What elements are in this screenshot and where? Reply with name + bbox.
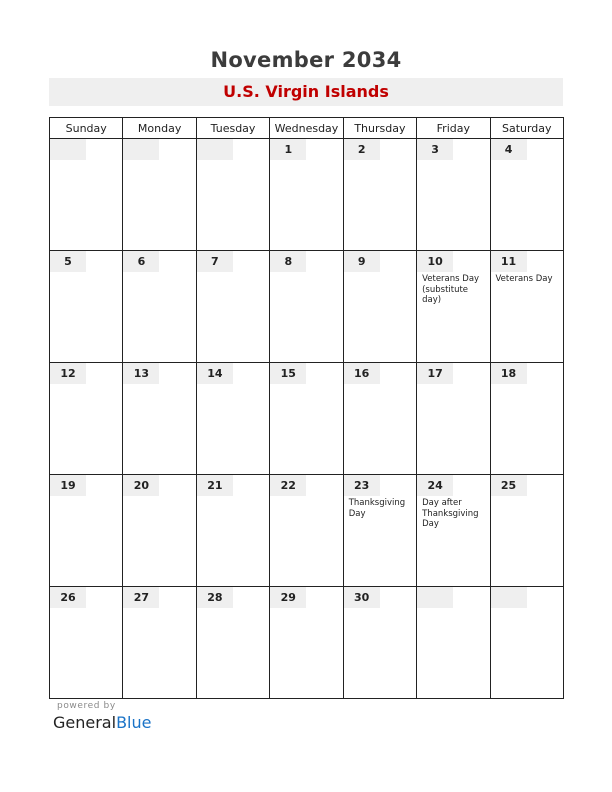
weekday-header: Sunday	[50, 118, 123, 139]
day-cell	[50, 251, 123, 363]
day-number: 29	[270, 587, 306, 608]
day-cell	[417, 139, 490, 251]
day-number: 14	[197, 363, 233, 384]
day-cell	[490, 139, 563, 251]
week-row	[50, 587, 564, 699]
day-number: 15	[270, 363, 306, 384]
day-cell	[343, 587, 416, 699]
day-cell	[196, 475, 269, 587]
logo-blue-text: Blue	[116, 713, 152, 732]
weekday-header: Friday	[417, 118, 490, 139]
weekday-header: Thursday	[343, 118, 416, 139]
day-cell	[50, 139, 123, 251]
day-number: 7	[197, 251, 233, 272]
day-number: 17	[417, 363, 453, 384]
day-number: 10	[417, 251, 453, 272]
day-number: 26	[50, 587, 86, 608]
day-number: 6	[123, 251, 159, 272]
holiday-label: Veterans Day (substitute day)	[422, 274, 480, 305]
day-number: 11	[491, 251, 527, 272]
region-subtitle: U.S. Virgin Islands	[223, 82, 389, 101]
calendar-grid	[49, 117, 564, 699]
day-number: 25	[491, 475, 527, 496]
day-number: 12	[50, 363, 86, 384]
day-cell	[343, 251, 416, 363]
holiday-label: Day after Thanksgiving Day	[422, 498, 479, 529]
day-number: 5	[50, 251, 86, 272]
day-number: 3	[417, 139, 453, 160]
day-cell	[196, 363, 269, 475]
week-row	[50, 363, 564, 475]
day-cell	[270, 475, 343, 587]
day-number: 4	[491, 139, 527, 160]
day-cell	[417, 587, 490, 699]
day-number: 2	[344, 139, 380, 160]
day-number	[417, 587, 453, 608]
day-cell	[270, 139, 343, 251]
weekday-header: Tuesday	[196, 118, 269, 139]
day-cell	[343, 475, 416, 587]
subtitle-bar	[49, 78, 563, 106]
day-cell	[196, 139, 269, 251]
day-cell	[490, 251, 563, 363]
day-cell	[417, 363, 490, 475]
day-cell	[270, 363, 343, 475]
day-number: 8	[270, 251, 306, 272]
day-cell	[417, 251, 490, 363]
day-number: 21	[197, 475, 233, 496]
day-cell	[196, 251, 269, 363]
weekday-header-row	[50, 118, 564, 139]
day-cell	[270, 251, 343, 363]
day-number: 18	[491, 363, 527, 384]
day-cell	[196, 587, 269, 699]
day-cell	[490, 475, 563, 587]
day-cell	[123, 475, 196, 587]
generalblue-logo	[53, 713, 151, 732]
day-cell	[50, 475, 123, 587]
day-number: 19	[50, 475, 86, 496]
day-number: 30	[344, 587, 380, 608]
day-number: 13	[123, 363, 159, 384]
day-number: 22	[270, 475, 306, 496]
day-cell	[417, 475, 490, 587]
week-row	[50, 139, 564, 251]
day-cell	[343, 363, 416, 475]
day-cell	[123, 363, 196, 475]
week-row	[50, 251, 564, 363]
day-cell	[343, 139, 416, 251]
day-number	[197, 139, 233, 160]
day-cell	[123, 139, 196, 251]
weekday-header: Monday	[123, 118, 196, 139]
day-number: 23	[344, 475, 380, 496]
day-cell	[123, 587, 196, 699]
day-cell	[50, 363, 123, 475]
logo-general-text: General	[53, 713, 117, 732]
powered-by-label: powered by	[57, 701, 116, 711]
weekday-header: Wednesday	[270, 118, 343, 139]
day-cell	[270, 587, 343, 699]
day-number: 24	[417, 475, 453, 496]
holiday-label: Veterans Day	[495, 274, 553, 284]
day-cell	[50, 587, 123, 699]
day-number: 9	[344, 251, 380, 272]
day-cell	[490, 363, 563, 475]
holiday-label: Thanksgiving Day	[348, 498, 406, 519]
day-number: 1	[270, 139, 306, 160]
day-number: 28	[197, 587, 233, 608]
day-cell	[123, 251, 196, 363]
day-number	[123, 139, 159, 160]
day-number	[50, 139, 86, 160]
day-cell	[490, 587, 563, 699]
week-row	[50, 475, 564, 587]
day-number: 16	[344, 363, 380, 384]
calendar-title: November 2034	[210, 48, 402, 72]
day-number: 20	[123, 475, 159, 496]
day-number: 27	[123, 587, 159, 608]
weekday-header: Saturday	[490, 118, 563, 139]
day-number	[491, 587, 527, 608]
